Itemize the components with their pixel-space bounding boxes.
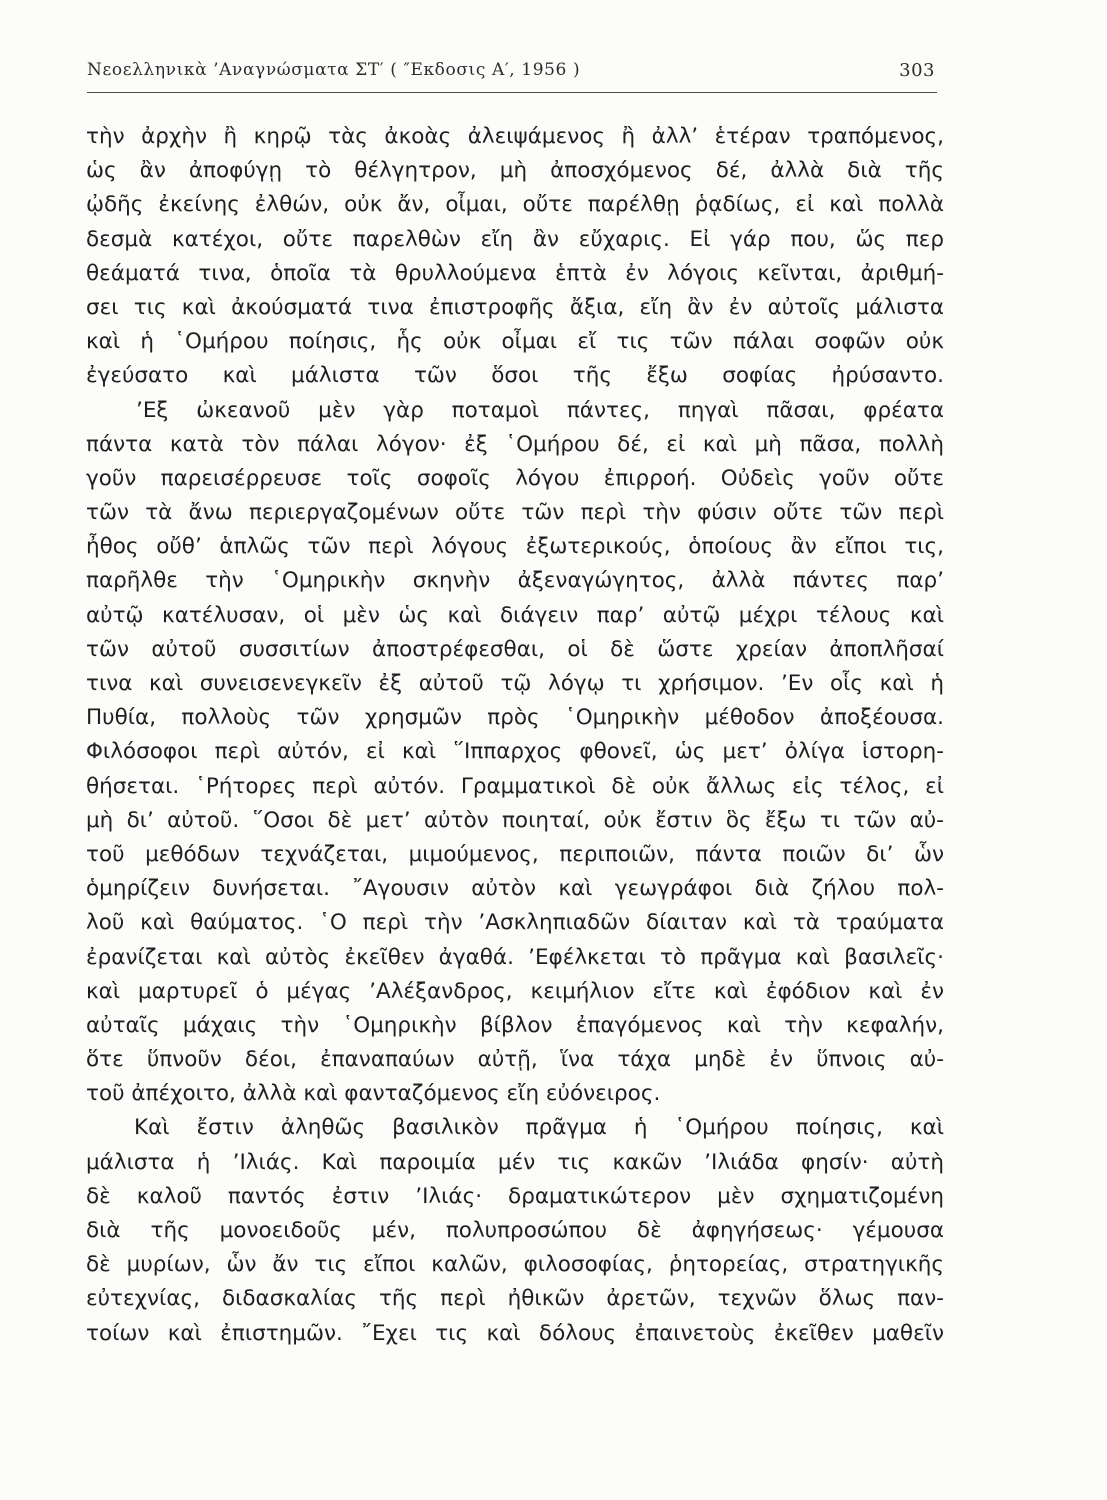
text-line: Πυθία, πολλοὺς τῶν χρησμῶν πρὸς ῾Ομηρικὴν μέθοδον ἀποξέουσα. — [86, 705, 944, 731]
text-line: γοῦν παρεισέρρευσε τοῖς σοφοῖς λόγου ἐπιρροή. Οὐδεὶς γοῦν οὔτε — [86, 465, 944, 491]
text-line: ὡς ἂν ἀποφύγῃ τὸ θέλγητρον, μὴ ἀποσχόμενος δέ, ἀλλὰ διὰ τῆς — [86, 158, 944, 184]
text-line: μὴ δι’ αὐτοῦ. ῞Οσοι δὲ μετ’ αὐτὸν ποιηταί, οὐκ ἔστιν ὃς ἔξω τι τῶν αὐ- — [86, 807, 944, 833]
text-line: αὐτῷ κατέλυσαν, οἱ μὲν ὡς καὶ διάγειν παρ’ αὐτῷ μέχρι τέλους καὶ — [86, 602, 944, 628]
text-line: τοίων καὶ ἐπιστημῶν. ῎Εχει τις καὶ δόλους ἐπαινετοὺς ἐκεῖθεν μαθεῖν — [86, 1320, 944, 1346]
text-line: θήσεται. ῾Ρήτορες περὶ αὐτόν. Γραμματικοὶ δὲ οὐκ ἄλλως εἰς τέλος, εἰ — [86, 773, 944, 799]
text-line: δὲ καλοῦ παντός ἐστιν ’Ιλιάς· δραματικώτερον μὲν σχηματιζομένη — [86, 1183, 944, 1209]
text-line: σει τις καὶ ἀκούσματά τινα ἐπιστροφῆς ἄξια, εἴη ἂν ἐν αὐτοῖς μάλιστα — [86, 294, 944, 320]
text-line: ᾠδῆς ἐκείνης ἐλθών, οὐκ ἄν, οἶμαι, οὔτε παρέλθῃ ῥᾳδίως, εἰ καὶ πολλὰ — [86, 192, 944, 218]
text-line: τινα καὶ συνεισενεγκεῖν ἐξ αὐτοῦ τῷ λόγῳ τι χρήσιμον. ’Εν οἷς καὶ ἡ — [86, 671, 944, 696]
text-line: παρῆλθε τὴν ῾Ομηρικὴν σκηνὴν ἀξεναγώγητος, ἀλλὰ πάντες παρ’ — [86, 568, 944, 594]
text-line: ὁμηρίζειν δυνήσεται. ῎Αγουσιν αὐτὸν καὶ γεωγράφοι διὰ ζήλου πολ- — [86, 876, 944, 902]
text-line: μάλιστα ἡ ’Ιλιάς. Καὶ παροιμία μέν τις κακῶν ’Ιλιάδα φησίν· αὐτὴ — [86, 1149, 944, 1175]
text-line: τὴν ἀρχὴν ἢ κηρῷ τὰς ἀκοὰς ἀλειψάμενος ἢ ἀλλ’ ἑτέραν τραπόμενος, — [86, 124, 944, 149]
text-line: ἐρανίζεται καὶ αὐτὸς ἐκεῖθεν ἀγαθά. ’Εφέλκεται τὸ πρᾶγμα καὶ βασιλεῖς· — [86, 944, 944, 970]
text-line: τοῦ μεθόδων τεχνάζεται, μιμούμενος, περιποιῶν, πάντα ποιῶν δι’ ὧν — [86, 841, 944, 867]
text-line: εὐτεχνίας, διδασκαλίας τῆς περὶ ἠθικῶν ἀρετῶν, τεχνῶν ὅλως παν- — [86, 1286, 944, 1312]
paragraph-start-line: Καὶ ἔστιν ἀληθῶς βασιλικὸν πρᾶγμα ἡ ῾Ομήρου ποίησις, καὶ — [134, 1115, 944, 1141]
text-line: τῶν αὐτοῦ συσσιτίων ἀποστρέφεσθαι, οἱ δὲ ὥστε χρείαν ἀποπλῆσαί — [86, 636, 944, 662]
paragraph-start-line: ’Εξ ὠκεανοῦ μὲν γὰρ ποταμοὶ πάντες, πηγαὶ πᾶσαι, φρέατα — [136, 397, 944, 423]
text-line: θεάματά τινα, ὁποῖα τὰ θρυλλούμενα ἑπτὰ ἐν λόγοις κεῖνται, ἀριθμή- — [86, 260, 944, 286]
paragraph-end-line: τοῦ ἀπέχοιτο, ἀλλὰ καὶ φανταζόμενος εἴη εὐόνειρος. — [86, 1081, 661, 1107]
body-text — [86, 120, 944, 1351]
text-line: αὐταῖς μάχαις τὴν ῾Ομηρικὴν βίβλον ἐπαγόμενος καὶ τὴν κεφαλήν, — [86, 1012, 944, 1038]
text-line: ἦθος οὔθ’ ἁπλῶς τῶν περὶ λόγους ἐξωτερικούς, ὁποίους ἂν εἴποι τις, — [86, 534, 944, 560]
page-number: 303 — [899, 60, 935, 81]
text-line: λοῦ καὶ θαύματος. ῾Ο περὶ τὴν ’Ασκληπιαδῶν δίαιταν καὶ τὰ τραύματα — [86, 910, 944, 936]
running-head: Νεοελληνικὰ ’Αναγνώσματα ΣΤ′ ( ″Εκδοσις Α′, 1956 ) — [87, 60, 581, 80]
text-line: Φιλόσοφοι περὶ αὐτόν, εἰ καὶ ῞Ιππαρχος φθονεῖ, ὡς μετ’ ὀλίγα ἱστορη- — [86, 739, 944, 765]
page-header — [87, 58, 937, 94]
header-rule — [87, 92, 937, 93]
text-line: καὶ μαρτυρεῖ ὁ μέγας ’Αλέξανδρος, κειμήλιον εἴτε καὶ ἐφόδιον καὶ ἐν — [86, 978, 944, 1004]
text-line: πάντα κατὰ τὸν πάλαι λόγον· ἐξ ῾Ομήρου δέ, εἰ καὶ μὴ πᾶσα, πολλὴ — [86, 431, 944, 457]
text-line: δεσμὰ κατέχοι, οὔτε παρελθὼν εἴη ἂν εὔχαρις. Εἰ γάρ που, ὥς περ — [86, 226, 944, 252]
text-line: ὅτε ὕπνοῦν δέοι, ἐπαναπαύων αὐτῇ, ἵνα τάχα μηδὲ ἐν ὕπνοις αὐ- — [86, 1047, 944, 1073]
text-line: διὰ τῆς μονοειδοῦς μέν, πολυπροσώπου δὲ ἀφηγήσεως· γέμουσα — [86, 1218, 944, 1243]
text-line: τῶν τὰ ἄνω περιεργαζομένων οὔτε τῶν περὶ τὴν φύσιν οὔτε τῶν περὶ — [86, 500, 944, 526]
text-line: δὲ μυρίων, ὧν ἄν τις εἴποι καλῶν, φιλοσοφίας, ῥητορείας, στρατηγικῆς — [86, 1252, 944, 1278]
text-line: καὶ ἡ ῾Ομήρου ποίησις, ἧς οὐκ οἶμαι εἴ τις τῶν πάλαι σοφῶν οὐκ — [86, 329, 944, 355]
text-line: ἐγεύσατο καὶ μάλιστα τῶν ὅσοι τῆς ἔξω σοφίας ἠρύσαντο. — [86, 363, 944, 389]
